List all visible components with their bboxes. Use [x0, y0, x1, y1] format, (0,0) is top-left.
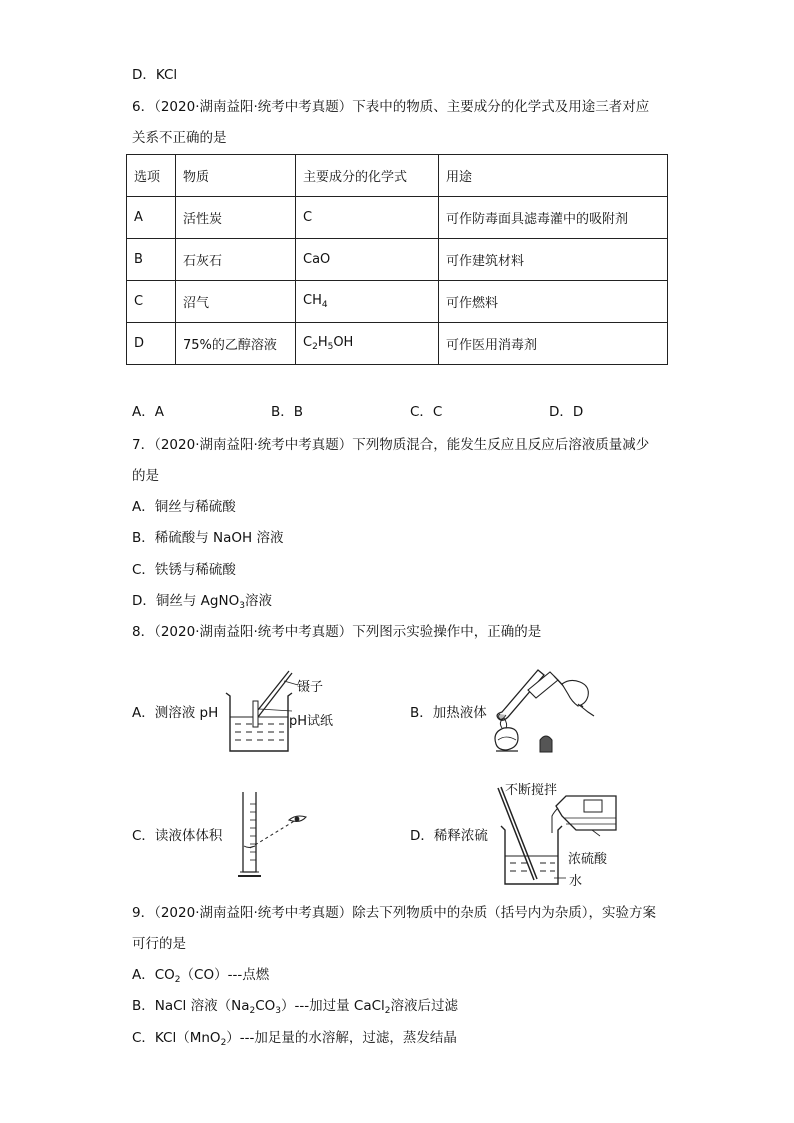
q8-stem: 8．（2020·湖南益阳·统考中考真题）下列图示实验操作中，正确的是	[132, 624, 542, 640]
table-header-cell: 选项	[127, 155, 176, 197]
table-header-row	[127, 155, 668, 197]
q6-stem-line2: 关系不正确的是	[132, 130, 227, 146]
q8-option-a: A．测溶液 pH	[132, 705, 219, 721]
stir-label: 不断搅拌	[505, 783, 558, 798]
text: （CO）---点燃	[180, 967, 270, 983]
table-cell-formula: C	[296, 197, 439, 239]
formula-main: CH	[303, 293, 322, 308]
subscript: 3	[239, 601, 245, 611]
water-label: 水	[569, 874, 583, 889]
formula-subscript: 4	[321, 300, 328, 310]
table-header-cell: 用途	[439, 155, 668, 197]
table-cell-option: C	[127, 281, 176, 323]
text: A．CO	[132, 967, 175, 983]
formula-part: OH	[333, 335, 354, 350]
q7-d-text-end: 溶液	[244, 593, 272, 609]
heating-liquid-diagram	[488, 660, 600, 760]
q9-option-b	[132, 997, 458, 1015]
q7-option-a: A．铜丝与稀硫酸	[132, 499, 236, 515]
q6-stem-line1: 6．（2020·湖南益阳·统考中考真题）下表中的物质、主要成分的化学式及用途三者对应	[132, 99, 650, 115]
table-row	[127, 197, 668, 239]
q7-option-b: B．稀硫酸与 NaOH 溶液	[132, 530, 284, 546]
subscript: 2	[220, 1038, 227, 1048]
table-cell-option: A	[127, 197, 176, 239]
subscript: 2	[174, 975, 181, 985]
table-cell-substance: 活性炭	[176, 197, 296, 239]
text: ）---加足量的水溶解，过滤，蒸发结晶	[226, 1030, 457, 1046]
q6-table	[126, 154, 668, 365]
subscript: 2	[384, 1006, 391, 1016]
q7-stem-line2: 的是	[132, 468, 159, 484]
table-cell-use: 可作建筑材料	[439, 239, 668, 281]
table-cell-use: 可作医用消毒剂	[439, 323, 668, 365]
q7-option-c: C．铁锈与稀硫酸	[132, 562, 236, 578]
formula-subscript: 2	[312, 342, 318, 352]
table-cell-substance: 沼气	[176, 281, 296, 323]
formula-subscript: 5	[327, 342, 334, 352]
text: B．NaCl 溶液（Na	[132, 998, 250, 1014]
table-cell-formula	[296, 281, 439, 323]
q8-option-b: B．加热液体	[410, 705, 487, 721]
q7-stem-line1: 7．（2020·湖南益阳·统考中考真题）下列物质混合，能发生反应且反应后溶液质量减少	[132, 437, 650, 453]
subscript: 2	[249, 1006, 256, 1016]
formula-part: H	[317, 335, 328, 350]
table-header-cell: 物质	[176, 155, 296, 197]
q8-option-d: D．稀释浓硫	[410, 828, 488, 844]
conc-acid-label: 浓硫酸	[568, 852, 608, 867]
table-cell-use: 可作防毒面具滤毒灌中的吸附剂	[439, 197, 668, 239]
table-cell-substance: 75%的乙醇溶液	[176, 323, 296, 365]
q8-option-c: C．读液体体积	[132, 828, 223, 844]
table-cell-substance: 石灰石	[176, 239, 296, 281]
q9-stem-line1: 9．（2020·湖南益阳·统考中考真题）除去下列物质中的杂质（括号内为杂质），实验方案	[132, 905, 657, 921]
table-row	[127, 239, 668, 281]
text: ）---加过量 CaCl	[281, 998, 385, 1014]
q7-d-text: D．铜丝与 AgNO	[132, 593, 240, 609]
q7-option-d	[132, 592, 272, 610]
table-cell-formula: CaO	[296, 239, 439, 281]
q6-answer-b: B．B	[271, 404, 304, 420]
table-cell-use: 可作燃料	[439, 281, 668, 323]
graduated-cylinder-diagram	[234, 790, 310, 882]
table-cell-option: B	[127, 239, 176, 281]
table-header-cell: 主要成分的化学式	[296, 155, 439, 197]
q6-answer-c: C．C	[410, 404, 443, 420]
q9-stem-line2: 可行的是	[132, 936, 186, 952]
table-cell-option: D	[127, 323, 176, 365]
ph-paper-label: pH试纸	[289, 714, 334, 729]
q6-answer-d: D．D	[549, 404, 584, 420]
q9-option-a	[132, 966, 269, 984]
subscript: 3	[275, 1006, 282, 1016]
q9-option-c	[132, 1029, 457, 1047]
formula-part: C	[303, 335, 313, 350]
q6-answer-a: A．A	[132, 404, 164, 420]
text: CO	[255, 998, 276, 1014]
table-cell-formula	[296, 323, 439, 365]
text: C．KCl（MnO	[132, 1030, 221, 1046]
tweezers-label: 镊子	[297, 680, 324, 695]
previous-option-d: D．KCl	[132, 67, 178, 83]
text: 溶液后过滤	[390, 998, 459, 1014]
table-row	[127, 281, 668, 323]
table-row	[127, 323, 668, 365]
